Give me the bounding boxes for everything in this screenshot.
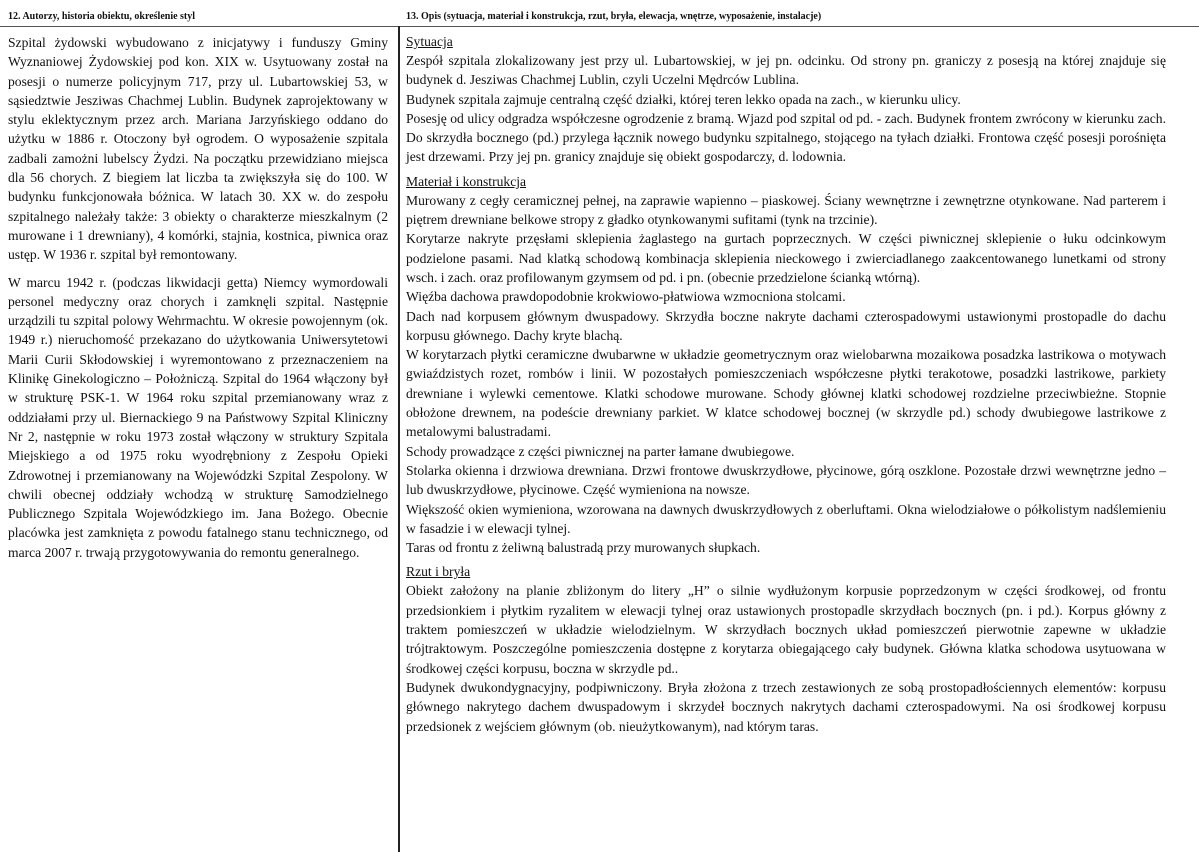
section-paragraph: Więźba dachowa prawdopodobnie krokwiowo-płatwiowa wzmocniona stolcami. xyxy=(406,289,846,305)
section-title: Rzut i bryła xyxy=(406,564,471,580)
section-paragraph: W korytarzach płytki ceramiczne dwubarwne w układzie geometrycznym oraz wielobarwna mozaikowa posadzka lastrikowa o motywach gwiaździstych rozet, rombów i linii. W pozostałych pomieszczeniach współczesne płytki terakotowe, posadzki lastrikowe, parkiety drewniane i wylewki cementowe. Klatki schodowe murowane. Schody głównej klatki schodowej rozdzielne przeciwbieżne. Stopnie obłożone drewnem, na podeście drewniany parkiet. W klatce schodowej bocznej (w skrzydle pd.) schody dwubiegowe lastrikowe z metalowymi balustradami. xyxy=(406,347,1166,440)
section-paragraph: Taras od frontu z żeliwną balustradą przy murowanych słupkach. xyxy=(406,540,761,556)
section-paragraph: Dach nad korpusem głównym dwuspadowy. Skrzydła boczne nakryte dachami czterospadowymi ustawionymi prostopadle do dachu korpusu głównego. Dachy kryte blachą. xyxy=(406,308,1166,343)
right-column-heading: 13. Opis (sytuacja, materiał i konstrukcja, rzut, bryła, elewacja, wnętrze, wyposażenie, instalacje) xyxy=(406,11,822,22)
section-sytuacja xyxy=(406,33,1166,167)
section-paragraph: Murowany z cegły ceramicznej pełnej, na zaprawie wapienno – piaskowej. Ściany wewnętrzne i zewnętrzne otynkowane. Nad parterem i piętrem drewniane belkowe stropy z gładko otynkowanymi sufitami (tynk na trzcinie). xyxy=(406,192,1166,228)
history-paragraph: Szpital żydowski wybudowano z inicjatywy i funduszy Gminy Wyznaniowej Żydowskiej pod kon. XIX w. Usytuowany został na posesji o numerze policyjnym 717, przy ul. Lubartowskiej 53, w sąsiedztwie Jesziwas Chachmej Lublin. Budynek zaprojektowany w stylu eklektycznym przez arch. Mariana Jarzyńskiego oddano do użytku w 1886 r. Otoczony był ogrodem. O wyposażenie szpitala zadbali zamożni lubelscy Żydzi. Na początku przewidziano miejsca dla 56 chorych. Z biegiem lat liczba ta zwiększyła się do 100. W budynku funkcjonowała bóżnica. W latach 30. XX w. do zespołu szpitalnego należały także: 3 obiekty o charakterze mieszkalnym (2 murowane i 1 drewniany), 4 komórki, stajnia, kostnica, piwnica oraz ustęp. W 1936 r. szpital był remontowany. xyxy=(8,35,388,263)
section-paragraph: Posesję od ulicy odgradza współczesne ogrodzenie z bramą. Wjazd pod szpital od pd. - zach. Budynek frontem zwrócony w kierunku zach. Do skrzydła bocznego (pd.) przylega łącznik nowego budynku szpitalnego, stojącego na tyłach działki. Frontowa część posesji porośnięta jest drzewami. Przy jej pn. granicy znajduje się obiekt gospodarczy, d. lodownia. xyxy=(406,110,1166,165)
section-paragraph: Stolarka okienna i drzwiowa drewniana. Drzwi frontowe dwuskrzydłowe, płycinowe, górą oszklone. Pozostałe drzwi wewnętrzne jedno – lub dwuskrzydłowe, płycinowe. Część wymieniona na nowsze. xyxy=(406,462,1166,498)
history-paragraph: W marcu 1942 r. (podczas likwidacji getta) Niemcy wymordowali personel medyczny oraz chorych i zamknęli szpital. Następnie urządzili tu szpital polowy Wehrmachtu. W okresie powojennym (ok. 1949 r.) nieruchomość przekazano do użytkowania Uniwersytetowi Marii Curii Skłodowskiej i wyremontowano z przeznaczeniem na Klinikę Ginekologiczno – Położniczą. Szpital do 1964 włączony był w strukturę PSK-1. W 1964 roku szpital przemianowany wraz z oddziałami przy ul. Biernackiego 9 na Państwowy Szpital Kliniczny Nr 2, następnie w roku 1973 został włączony w struktury Szpitala Miejskiego a od 1975 roku wyodrębniony z Zespołu Opieki Zdrowotnej i przemianowany na Wojewódzki Szpital Zespolony. W chwili obecnej oddziały wchodzą w strukturę Samodzielnego Publicznego Szpitala Wojewódzkiego im. Jana Bożego. Obecnie placówka jest zamknięta z powodu fatalnego stanu technicznego, od marca 2007 r. trwają przygotowywania do remontu generalnego. xyxy=(8,274,388,560)
section-paragraph: Korytarze nakryte przęsłami sklepienia żaglastego na gurtach poprzecznych. W części piwnicznej sklepienie o łuku odcinkowym podzielone pasami. Nad klatką schodową kombinacja sklepienia nieckowego i zwierciadlanego zaakcentowanego lunetkami od strony wsch. i zach. oraz profilowanym gzymsem od pd. i pn. (obecnie przedzielone ścianką wtórną). xyxy=(406,231,1166,285)
section-rzut xyxy=(406,563,1166,735)
section-title: Materiał i konstrukcja xyxy=(406,173,527,189)
section-paragraph: Większość okien wymieniona, wzorowana na dawnych dwuskrzydłowych z oberluftami. Okna wielodziałowe o półkolistym nadślemieniu w fasadzie i w elewacji tylnej. xyxy=(406,501,1166,536)
header-rule xyxy=(0,26,1199,27)
section-paragraph: Schody prowadzące z części piwnicznej na parter łamane dwubiegowe. xyxy=(406,443,795,459)
section-material xyxy=(406,173,1166,558)
column-divider xyxy=(398,26,400,852)
description-column xyxy=(406,33,1166,736)
section-paragraph: Budynek dwukondygnacyjny, podpiwniczony. Bryła złożona z trzech zestawionych ze sobą prostopadłościennych elementów: korpusu głównego nakrytego dachem dwuspadowym i skrzydeł bocznych nakrytych dachami czterospadowymi. Na osi środkowej korpusu przedsionek z wejściem głównym (ob. nieużytkowanym), nad którym taras. xyxy=(406,679,1166,734)
section-paragraph: Zespół szpitala zlokalizowany jest przy ul. Lubartowskiej, w jej pn. odcinku. Od strony pn. graniczy z posesją na której znajduje się budynek d. Jesziwas Chachmej Lublin, czyli Uczelni Mędrców Lublina. xyxy=(406,53,1166,88)
left-column-heading: 12. Autorzy, historia obiektu, określenie styl xyxy=(8,11,196,22)
section-paragraph: Budynek szpitala zajmuje centralną część działki, której teren lekko opada na zach., w kierunku ulicy. xyxy=(406,91,961,107)
history-column xyxy=(8,33,388,562)
section-paragraph: Obiekt założony na planie zbliżonym do litery „H” o silnie wydłużonym korpusie poprzedzonym w części środkowej, od frontu przedsionkiem i płytkim ryzalitem w elewacji tylnej oraz ustawionych prostopadle skrzydłach bocznych (pn. i pd.). Korpus główny z traktem pomieszczeń w układzie wielodzielnym. W skrzydłach bocznych układ pomieszczeń pierwotnie zapewne w układzie trójtraktowym. Poszczególne pomieszczenia dostępne z korytarza obiegającego cały budynek. Główna klatka schodowa usytuowana w środkowej części korpusu, boczna w skrzydle pd.. xyxy=(406,583,1166,676)
section-title: Sytuacja xyxy=(406,34,453,49)
